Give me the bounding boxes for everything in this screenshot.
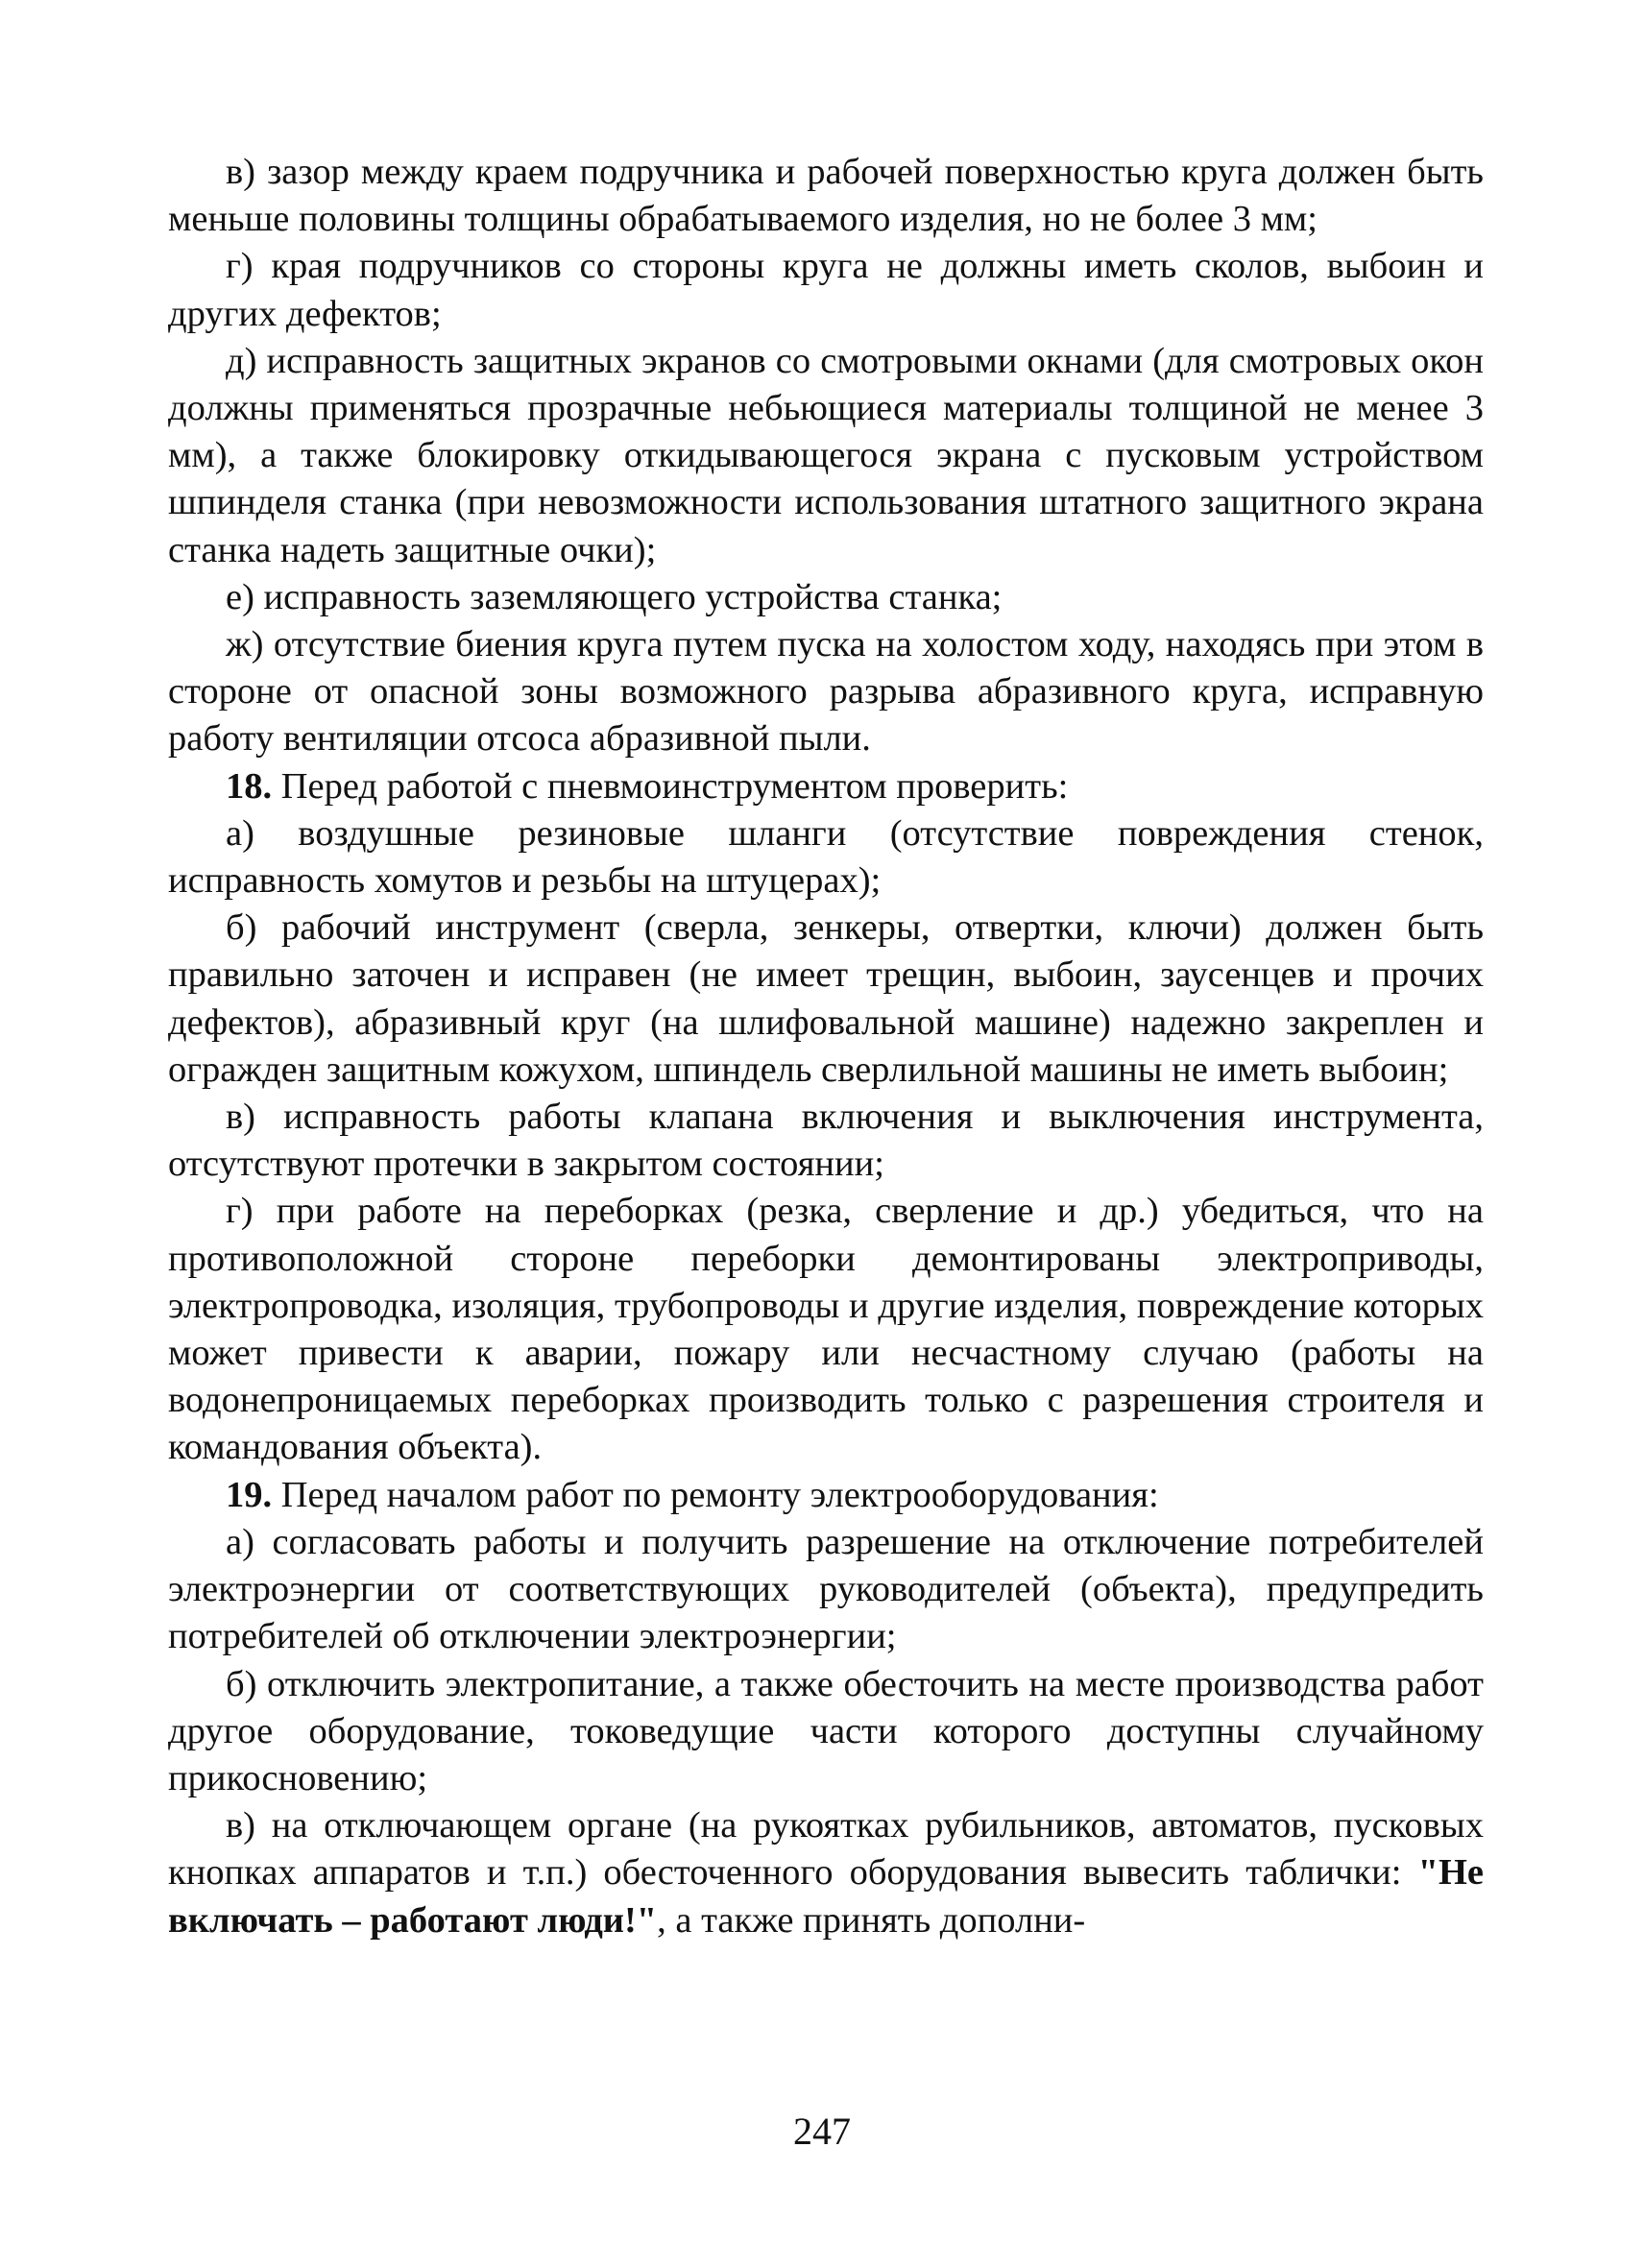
paragraph-text: в) на отключающем органе (на рукоятках рубильников, автоматов, пусковых кнопках аппаратов и т.п.) обесточенного оборудования вывесить таблички: <box>168 1805 1484 1894</box>
paragraph-text: Перед началом работ по ремонту электрооборудования: <box>272 1474 1159 1515</box>
paragraph: г) края подручников со стороны круга не должны иметь сколов, выбоин и других дефектов; <box>168 246 1484 334</box>
paragraph-text: Перед работой с пневмоинструментом проверить: <box>272 765 1069 807</box>
paragraph: в) зазор между краем подручника и рабочей поверхностью круга должен быть меньше половины толщины обрабатываемого изделия, но не более 3 мм; <box>168 152 1484 240</box>
item-number: 19. <box>226 1474 273 1515</box>
paragraph: е) исправность заземляющего устройства станка; <box>226 576 1003 617</box>
paragraph: б) рабочий инструмент (сверла, зенкеры, отвертки, ключи) должен быть правильно заточен и исправен (не имеет трещин, выбоин, заусенцев и прочих дефектов), абразивный круг (на шлифовальной машине) надежно закреплен и огражден защитным кожухом, шпиндель сверлильной машины не иметь выбоин; <box>168 907 1484 1090</box>
paragraph: в) исправность работы клапана включения и выключения инструмента, отсутствуют протечки в закрытом состоянии; <box>168 1097 1484 1185</box>
paragraph-numbered <box>168 763 1484 810</box>
paragraph: д) исправность защитных экранов со смотровыми окнами (для смотровых окон должны применяться прозрачные небьющиеся материалы толщиной не менее 3 мм), а также блокировку откидывающегося экрана с пусковым устройством шпинделя станка (при невозможности использования штатного защитного экрана станка надеть защитные очки); <box>168 340 1484 570</box>
paragraph: а) воздушные резиновые шланги (отсутствие повреждения стенок, исправность хомутов и резьбы на штуцерах); <box>168 812 1484 902</box>
paragraph: г) при работе на переборках (резка, сверление и др.) убедиться, что на противоположной стороне переборки демонтированы электроприводы, электропроводка, изоляция, трубопроводы и другие изделия, повреждение которых может привести к аварии, пожару или несчастному случаю (работы на водонепроницаемых переборках производить только с разрешения строителя и командования объекта). <box>168 1191 1484 1468</box>
paragraph-tail: , а также принять дополни- <box>657 1899 1086 1941</box>
paragraph-numbered <box>168 1472 1484 1519</box>
paragraph: ж) отсутствие биения круга путем пуска на холостом ходу, находясь при этом в стороне от опасной зоны возможного разрыва абразивного круга, исправную работу вентиляции отсоса абразивной пыли. <box>168 624 1484 760</box>
warning-sign-text: "Не включать – работают люди!" <box>168 1852 1484 1941</box>
paragraph: б) отключить электропитание, а также обесточить на месте производства работ другое оборудование, токоведущие части которого доступны случайному прикосновению; <box>168 1663 1484 1798</box>
paragraph: а) согласовать работы и получить разрешение на отключение потребителей электроэнергии от соответствующих руководителей (объекта), предупредить потребителей об отключении электроэнергии; <box>168 1521 1484 1657</box>
item-number: 18. <box>226 765 273 807</box>
page-body <box>168 149 1484 1944</box>
page-number: 247 <box>793 2110 851 2153</box>
paragraph-with-bold <box>168 1802 1484 1944</box>
